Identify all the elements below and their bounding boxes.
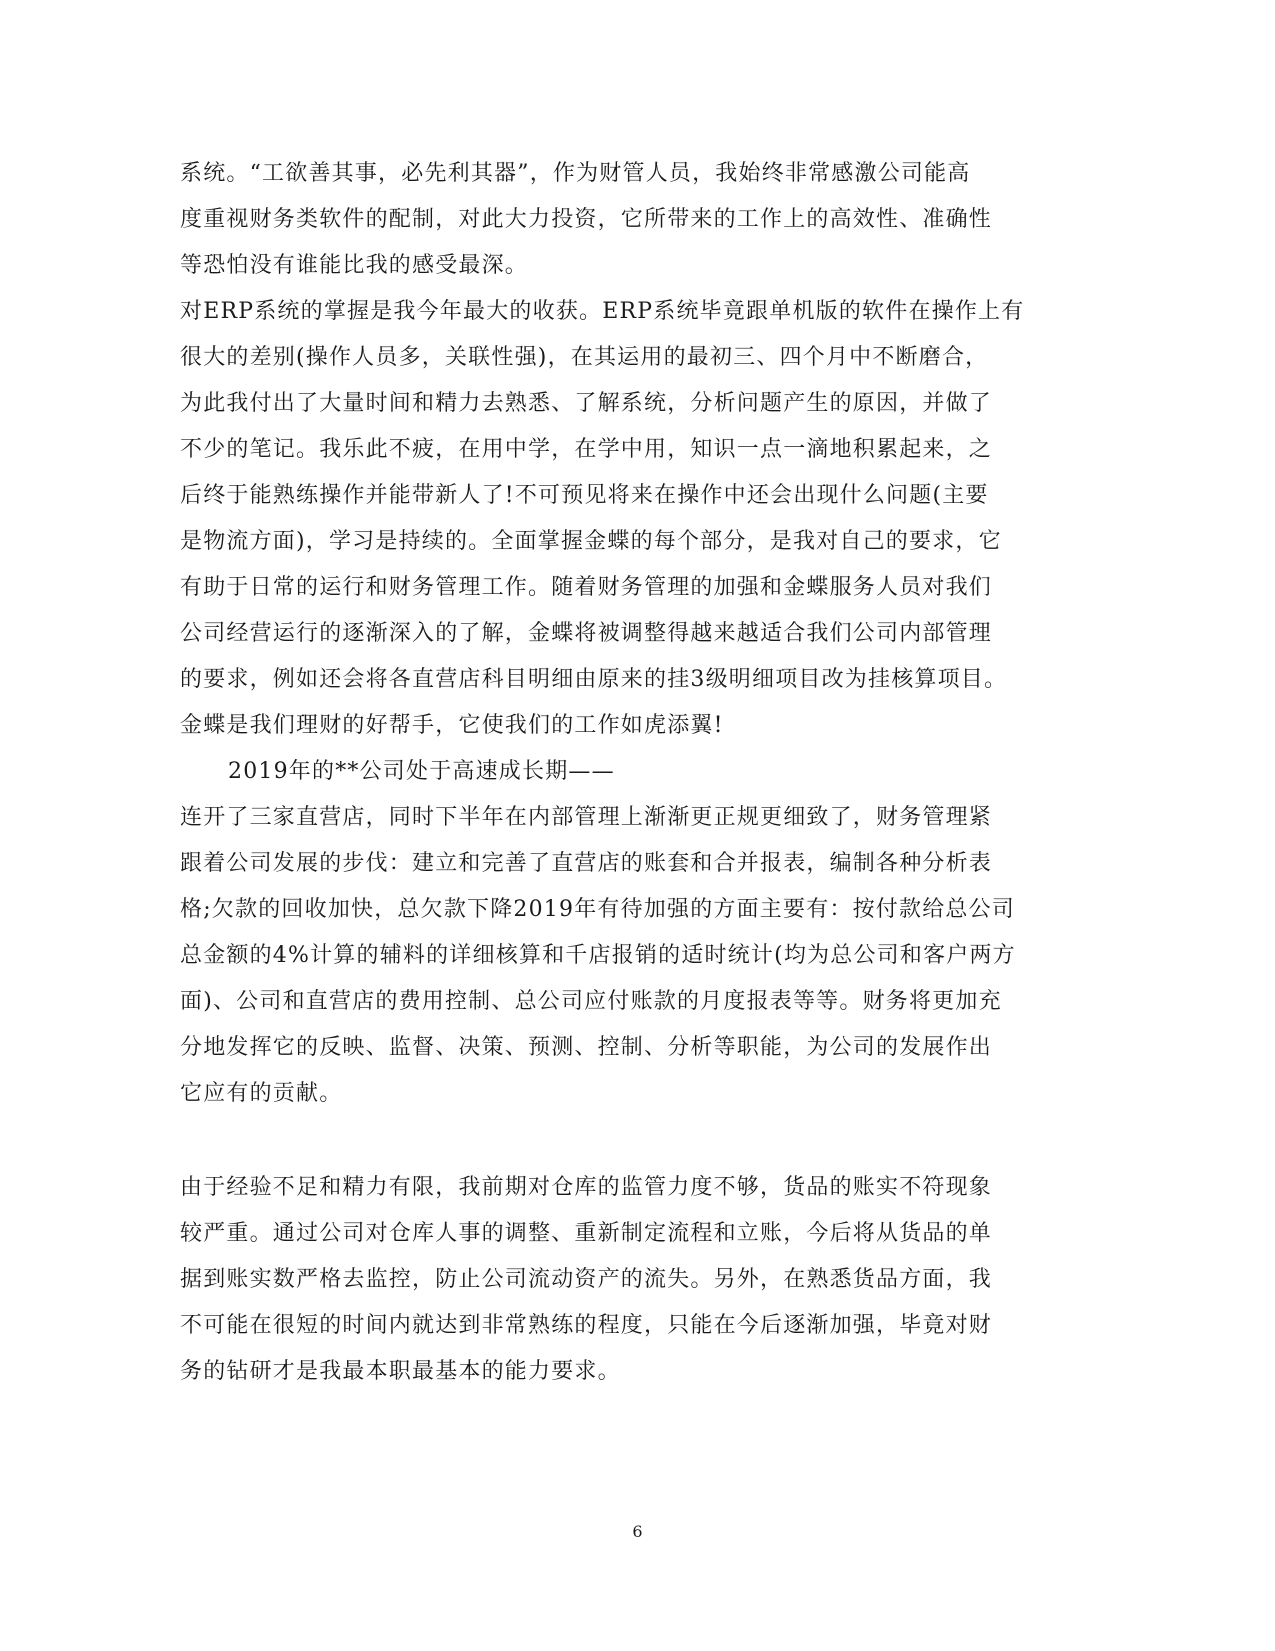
- text-line: 有助于日常的运行和财务管理工作。随着财务管理的加强和金蝶服务人员对我们: [180, 575, 993, 600]
- page-number: 6: [632, 1522, 643, 1541]
- text-line: 不可能在很短的时间内就达到非常熟练的程度，只能在今后逐渐加强，毕竟对财: [180, 1313, 993, 1338]
- text-line: 它应有的贡献。: [180, 1081, 343, 1106]
- text-line: 格;欠款的回收加快，总欠款下降2019年有待加强的方面主要有：按付款给总公司: [180, 897, 1016, 922]
- text-line: 等恐怕没有谁能比我的感受最深。: [180, 253, 529, 278]
- text-line: 对ERP系统的掌握是我今年最大的收获。ERP系统毕竟跟单机版的软件在操作上有: [180, 299, 1025, 324]
- body-text-block-2: [180, 1165, 1040, 1395]
- text-line: 连开了三家直营店，同时下半年在内部管理上渐渐更正规更细致了，财务管理紧: [180, 805, 993, 830]
- text-line-indented: 2019年的**公司处于高速成长期——: [228, 759, 615, 784]
- text-line: 跟着公司发展的步伐：建立和完善了直营店的账套和合并报表，编制各种分析表: [180, 851, 993, 876]
- text-line: 后终于能熟练操作并能带新人了!不可预见将来在操作中还会出现什么问题(主要: [180, 483, 989, 508]
- text-line: 由于经验不足和精力有限，我前期对仓库的监管力度不够，货品的账实不符现象: [180, 1175, 993, 1200]
- text-line: 公司经营运行的逐渐深入的了解，金蝶将被调整得越来越适合我们公司内部管理: [180, 621, 993, 646]
- text-line: 分地发挥它的反映、监督、决策、预测、控制、分析等职能，为公司的发展作出: [180, 1035, 993, 1060]
- text-line: 较严重。通过公司对仓库人事的调整、重新制定流程和立账，今后将从货品的单: [180, 1221, 993, 1246]
- body-text-block-1: [180, 151, 1040, 1117]
- text-line: 金蝶是我们理财的好帮手，它使我们的工作如虎添翼!: [180, 713, 724, 738]
- text-line: 不少的笔记。我乐此不疲，在用中学，在学中用，知识一点一滴地积累起来，之: [180, 437, 993, 462]
- text-line: 面)、公司和直营店的费用控制、总公司应付账款的月度报表等等。财务将更加充: [180, 989, 1002, 1014]
- text-line: 为此我付出了大量时间和精力去熟悉、了解系统，分析问题产生的原因，并做了: [180, 391, 993, 416]
- text-line: 据到账实数严格去监控，防止公司流动资产的流失。另外，在熟悉货品方面，我: [180, 1267, 993, 1292]
- text-line: 的要求，例如还会将各直营店科目明细由原来的挂3级明细项目改为挂核算项目。: [180, 667, 1008, 692]
- text-line: 系统。“工欲善其事，必先利其器”，作为财管人员，我始终非常感激公司能高: [180, 161, 971, 186]
- text-line: 度重视财务类软件的配制，对此大力投资，它所带来的工作上的高效性、准确性: [180, 207, 993, 232]
- text-line: 务的钻研才是我最本职最基本的能力要求。: [180, 1359, 621, 1384]
- text-line: 很大的差别(操作人员多，关联性强)，在其运用的最初三、四个月中不断磨合，: [180, 345, 989, 370]
- text-line: 总金额的4%计算的辅料的详细核算和千店报销的适时统计(均为总公司和客户两方: [180, 943, 1016, 968]
- text-line: 是物流方面)，学习是持续的。全面掌握金蝶的每个部分，是我对自己的要求，它: [180, 529, 1002, 554]
